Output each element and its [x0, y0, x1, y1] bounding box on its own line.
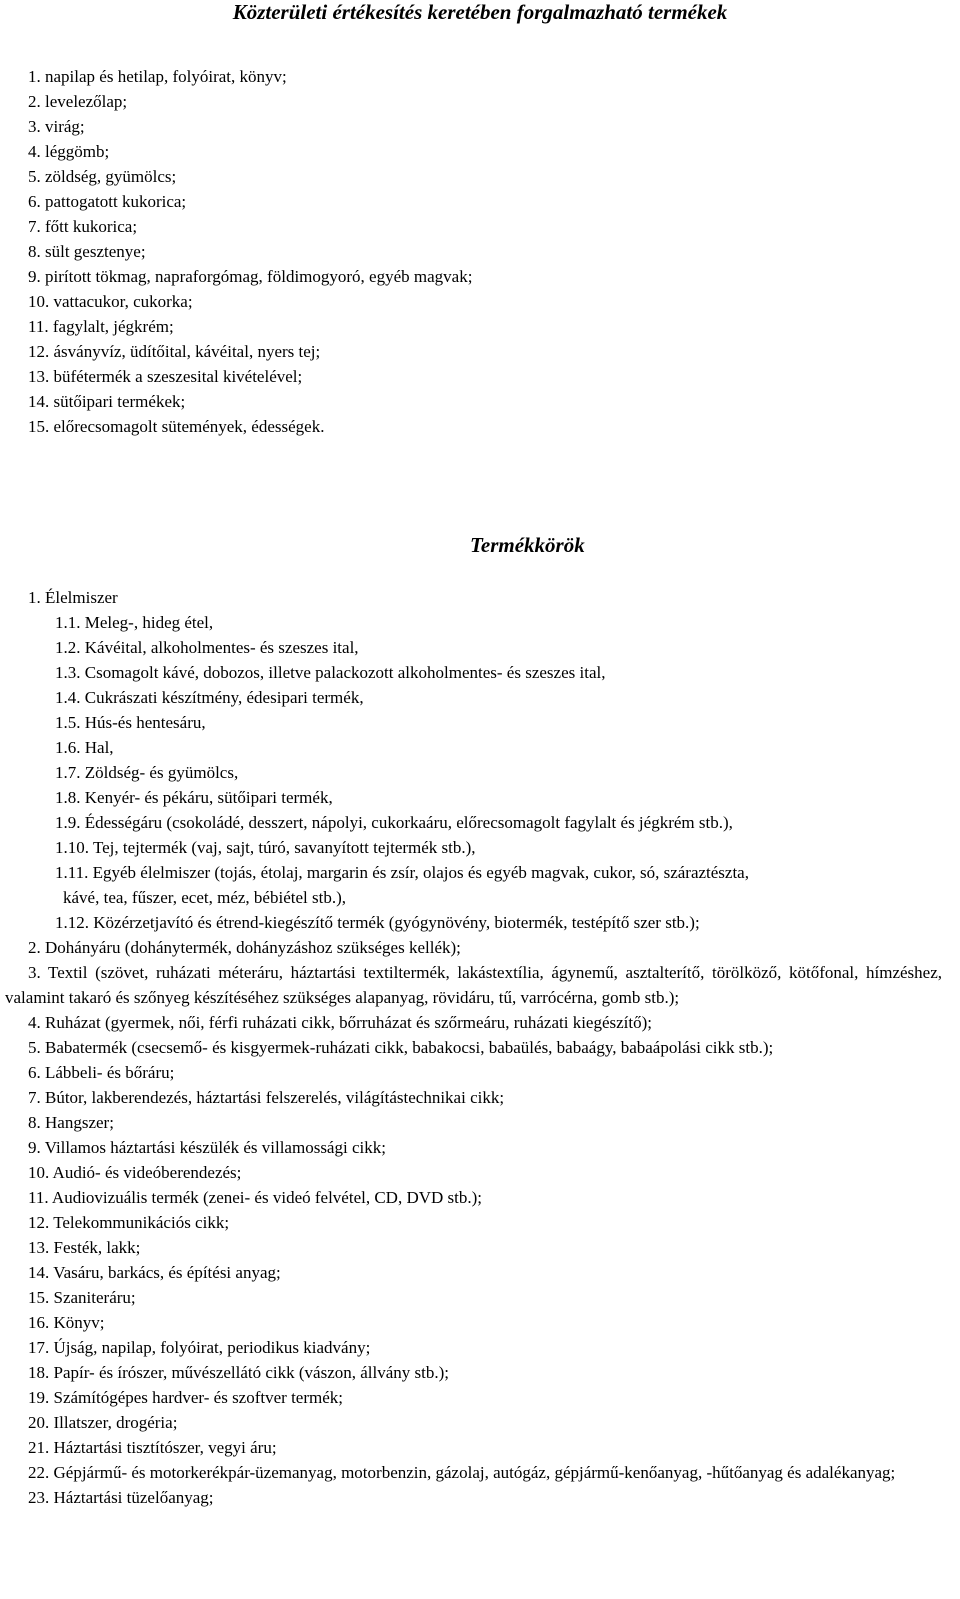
category-item: 7. Bútor, lakberendezés, háztartási felszerelés, világítástechnikai cikk; [28, 1088, 505, 1107]
category-item: 20. Illatszer, drogéria; [28, 1413, 178, 1432]
category-list [0, 585, 960, 1510]
list-item: 9. pirított tökmag, napraforgómag, földimogyoró, egyéb magvak; [28, 267, 473, 286]
document-title: Közterületi értékesítés keretében forgalmazható termékek [232, 0, 728, 24]
subcategory-item: 1.10. Tej, tejtermék (vaj, sajt, túró, savanyított tejtermék stb.), [55, 838, 476, 857]
category-item: 9. Villamos háztartási készülék és villamossági cikk; [28, 1138, 386, 1157]
list-item: 13. büfétermék a szeszesital kivételével; [28, 367, 303, 386]
category-item: 23. Háztartási tüzelőanyag; [28, 1488, 214, 1507]
category-item: 1. Élelmiszer [28, 588, 118, 607]
subcategory-item-line: kávé, tea, fűszer, ecet, méz, bébiétel stb.), [63, 888, 346, 907]
category-item: 8. Hangszer; [28, 1113, 114, 1132]
subcategory-item: 1.2. Kávéital, alkoholmentes- és szeszes ital, [55, 638, 359, 657]
category-item: 22. Gépjármű- és motorkerékpár-üzemanyag, motorbenzin, gázolaj, autógáz, gépjármű-kenőanyag, -hűtőanyag és adalékanyag; [28, 1463, 896, 1482]
subcategory-item: 1.3. Csomagolt kávé, dobozos, illetve palackozott alkoholmentes- és szeszes ital, [55, 663, 606, 682]
category-item: 4. Ruházat (gyermek, női, férfi ruházati cikk, bőrruházat és szőrmeáru, ruházati kiegészítő); [28, 1013, 653, 1032]
section-title: Termékkörök [470, 533, 585, 557]
category-item: 15. Szaniteráru; [28, 1288, 136, 1307]
subcategory-item: 1.8. Kenyér- és pékáru, sütőipari termék, [55, 788, 333, 807]
category-item: 5. Babatermék (csecsemő- és kisgyermek-ruházati cikk, babakocsi, babaülés, babaágy, babaápolási cikk stb.); [28, 1038, 774, 1057]
subcategory-item [0, 860, 960, 910]
subcategory-item: 1.7. Zöldség- és gyümölcs, [55, 763, 239, 782]
list-item: 5. zöldség, gyümölcs; [28, 167, 177, 186]
subcategory-item: 1.9. Édességáru (csokoládé, desszert, nápolyi, cukorkaáru, előrecsomagolt fagylalt és jégkrém stb.), [55, 813, 733, 832]
list-item: 14. sütőipari termékek; [28, 392, 186, 411]
subcategory-item: 1.6. Hal, [55, 738, 114, 757]
category-item: 18. Papír- és írószer, művészellátó cikk (vászon, állvány stb.); [28, 1363, 450, 1382]
list-item: 1. napilap és hetilap, folyóirat, könyv; [28, 67, 287, 86]
subcategory-item: 1.4. Cukrászati készítmény, édesipari termék, [55, 688, 364, 707]
category-item: 10. Audió- és videóberendezés; [28, 1163, 242, 1182]
list-item: 15. előrecsomagolt sütemények, édességek. [28, 417, 325, 436]
subcategory-item: 1.1. Meleg-, hideg étel, [55, 613, 214, 632]
category-item: 3. Textil (szövet, ruházati méteráru, háztartási textiltermék, lakástextília, ágynemű, asztalterítő, törölköző, kötőfonal, hímzéshez, valamint takaró és szőnyeg készítéséhez szükséges alapanyag, rövidáru, tű, varrócérna, gomb stb.); [5, 963, 942, 1007]
list-item: 12. ásványvíz, üdítőital, kávéital, nyers tej; [28, 342, 321, 361]
subcategory-item: 1.5. Hús-és hentesáru, [55, 713, 206, 732]
category-item: 13. Festék, lakk; [28, 1238, 141, 1257]
product-list [28, 64, 472, 439]
subcategory-item: 1.12. Közérzetjavító és étrend-kiegészítő termék (gyógynövény, biotermék, testépítő szer stb.); [55, 913, 700, 932]
subcategory-item-line: 1.11. Egyéb élelmiszer (tojás, étolaj, margarin és zsír, olajos és egyéb magvak, cukor, só, száraztészta, [55, 863, 749, 882]
list-item: 4. léggömb; [28, 142, 110, 161]
list-item: 10. vattacukor, cukorka; [28, 292, 193, 311]
category-item: 2. Dohányáru (dohánytermék, dohányzáshoz szükséges kellék); [28, 938, 461, 957]
list-item: 11. fagylalt, jégkrém; [28, 317, 174, 336]
category-item: 17. Újság, napilap, folyóirat, periodikus kiadvány; [28, 1338, 371, 1357]
list-item: 8. sült gesztenye; [28, 242, 146, 261]
list-item: 3. virág; [28, 117, 85, 136]
category-item: 16. Könyv; [28, 1313, 105, 1332]
category-item: 12. Telekommunikációs cikk; [28, 1213, 230, 1232]
list-item: 6. pattogatott kukorica; [28, 192, 187, 211]
category-item: 19. Számítógépes hardver- és szoftver termék; [28, 1388, 343, 1407]
category-item: 14. Vasáru, barkács, és építési anyag; [28, 1263, 281, 1282]
category-item: 11. Audiovizuális termék (zenei- és videó felvétel, CD, DVD stb.); [28, 1188, 483, 1207]
category-item: 6. Lábbeli- és bőráru; [28, 1063, 175, 1082]
list-item: 2. levelezőlap; [28, 92, 128, 111]
list-item: 7. főtt kukorica; [28, 217, 138, 236]
category-item: 21. Háztartási tisztítószer, vegyi áru; [28, 1438, 277, 1457]
